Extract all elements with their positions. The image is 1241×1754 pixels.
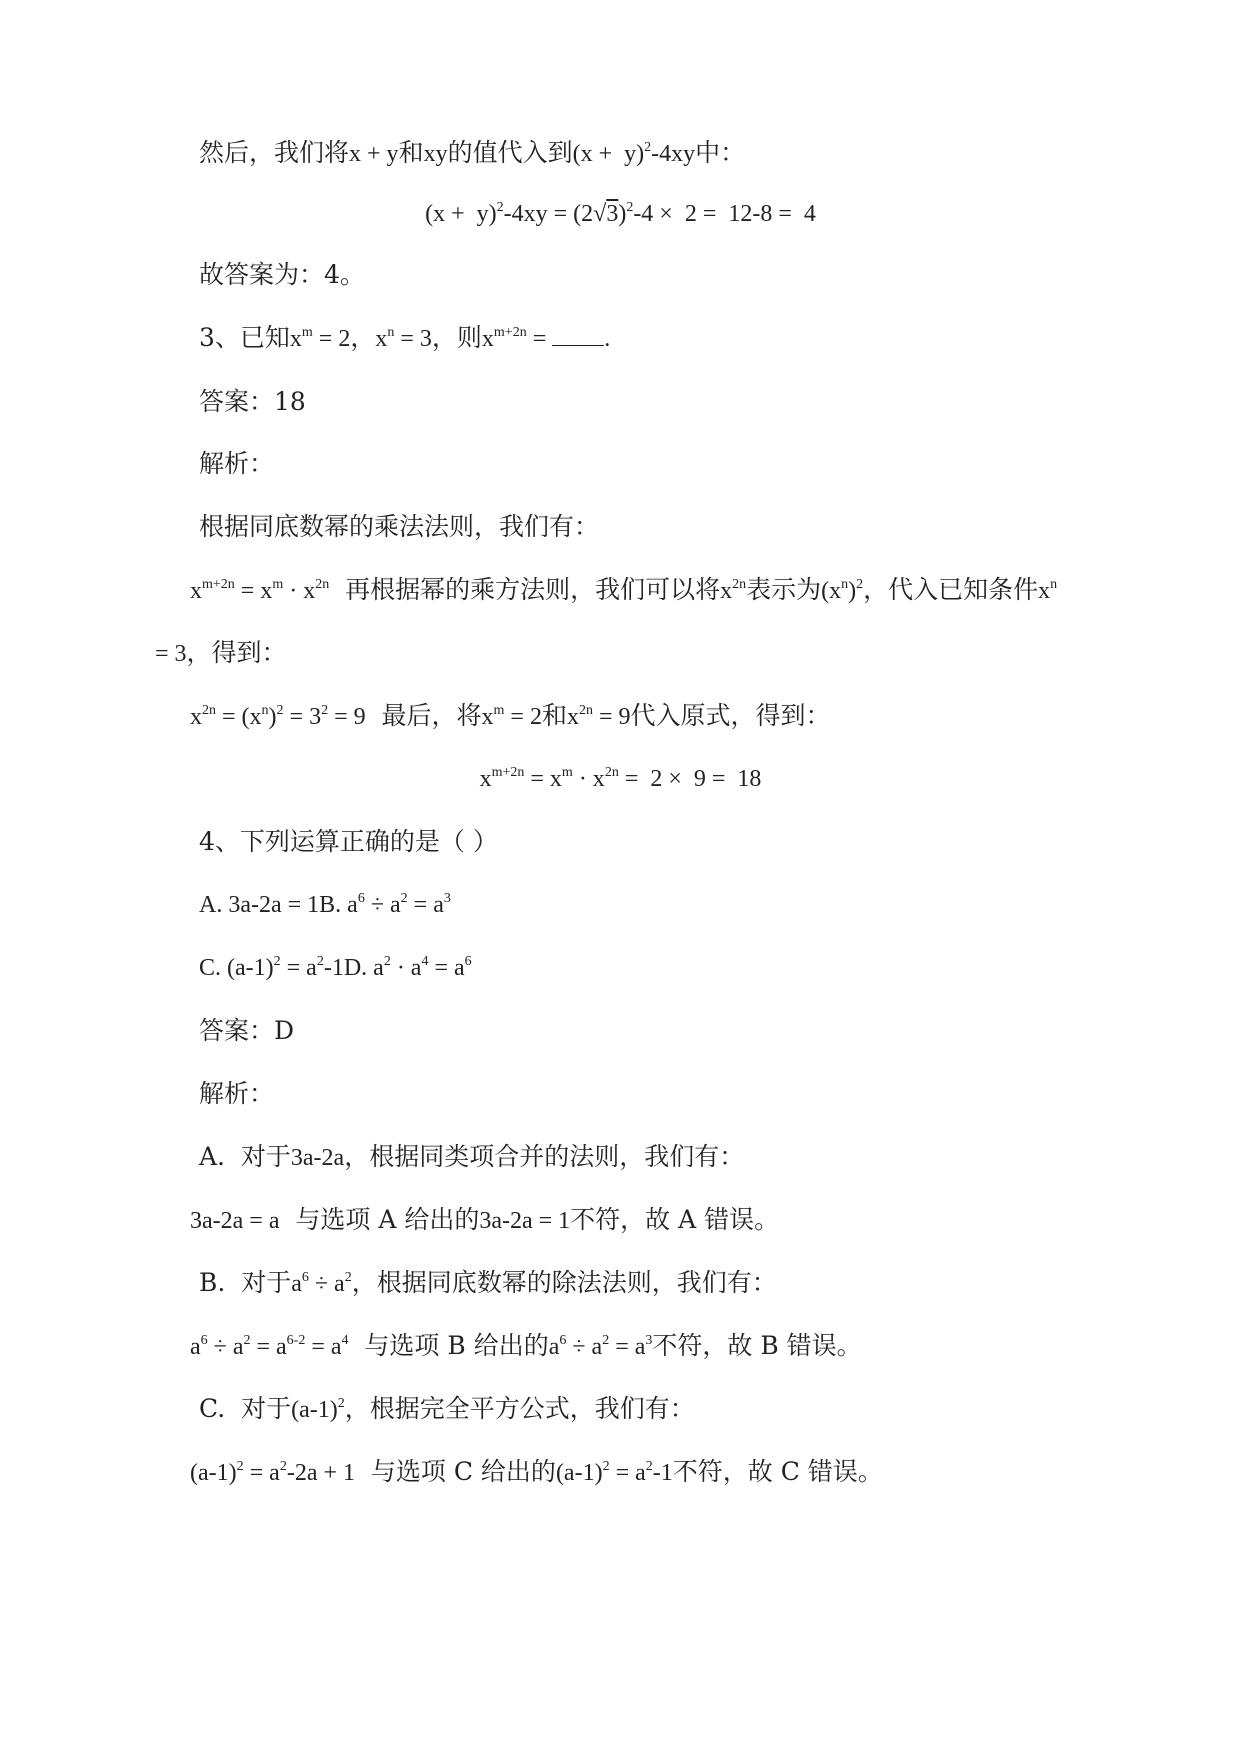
analysis-label: 解析： (199, 1079, 275, 1108)
question-title: 4、下列运算正确的是（ ） (199, 827, 498, 856)
text-line: 故答案为：4。 (199, 260, 365, 289)
text-line: B. 对于$a^6 \div a^2$，根据同底数幂的除法法则，我们有： (199, 1268, 777, 1297)
equation: $(x + y)^2-4xy = (2√3)^2-4 \times 2 = 12-8 = 4$ (425, 200, 816, 227)
option-line: A. 3a-2a = 1B. $a^6 \div a^2 = a^3$ (199, 891, 451, 918)
answer-line: 答案：D (199, 1016, 295, 1045)
answer-blank (552, 327, 604, 346)
answer-line: 答案：18 (199, 387, 306, 416)
text-line: C. 对于$(a-1)^2$，根据完全平方公式，我们有： (199, 1394, 695, 1423)
text-line: $(a-1)^2 = a^2-2a + 1$ 与选项 C 给出的$(a-1)^2 = a^2-1$不符，故 C 错误。 (190, 1457, 883, 1486)
analysis-label: 解析： (199, 449, 275, 478)
text-line: $a^6 \div a^2 = a^{6-2} = a^4$ 与选项 B 给出的$a^6 \div a^2 = a^3$不符，故 B 错误。 (190, 1331, 862, 1360)
text-line: $x^{m+2n} = x^m \cdot x^{2n}$ 再根据幂的乘方法则，我们可以将$x^{2n}$表示为$(x^n)^2$，代入已知条件$x^n$ (190, 575, 1058, 604)
question-title: 3、已知$x^m = 2$，$x^n = 3$，则$x^{m+2n}$ = . (199, 323, 611, 352)
text-line: = 3，得到： (155, 638, 287, 667)
option-line: C. $(a-1)^2 = a^2-1D$. $a^2 \cdot a^4 = a^6$ (199, 954, 472, 981)
text-line: 然后，我们将x + y和xy的值代入到$(x + y)^2-4xy$中： (199, 138, 746, 167)
text-line: $x^{2n} = (x^n)^2 = 3^2 = 9$ 最后，将$x^m = 2$和$x^{2n} = 9$代入原式，得到： (190, 701, 831, 730)
text-line: 根据同底数幂的乘法法则，我们有： (199, 512, 600, 541)
text-line: A. 对于3a-2a，根据同类项合并的法则，我们有： (199, 1142, 745, 1171)
equation: $x^{m+2n} = x^m \cdot x^{2n} = 2 \times 9 = 18$ (479, 765, 762, 792)
text-line: 3a-2a = a 与选项 A 给出的3a-2a = 1不符，故 A 错误。 (190, 1205, 780, 1234)
